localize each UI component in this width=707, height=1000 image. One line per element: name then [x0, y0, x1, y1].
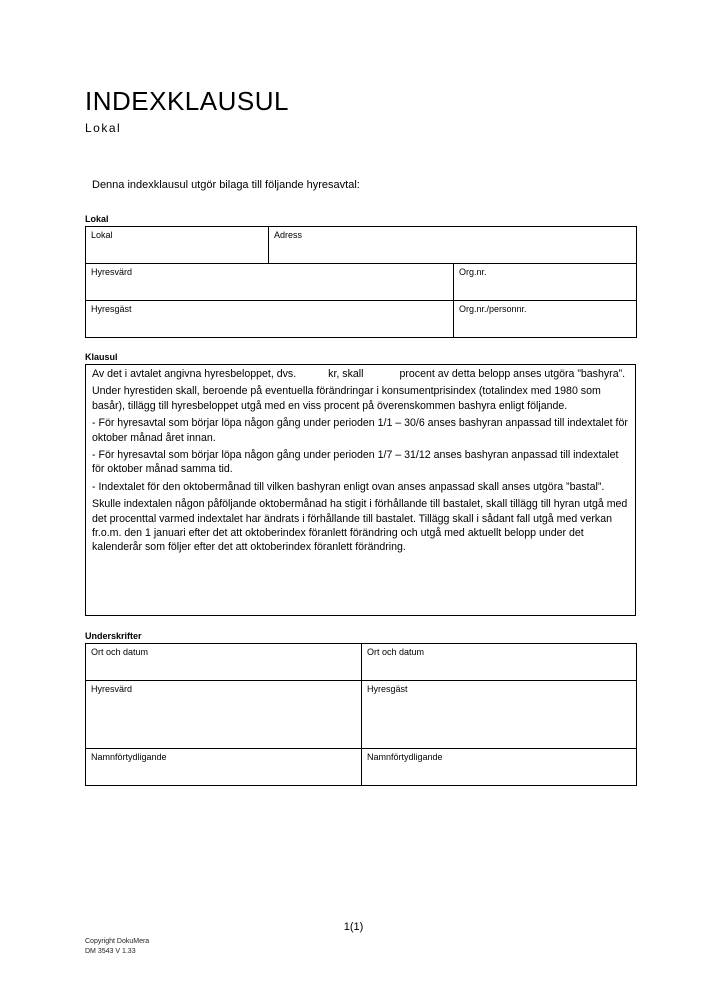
- clause-box: [85, 364, 636, 616]
- field-orgnr[interactable]: Org.nr.: [454, 264, 637, 301]
- footer: [85, 937, 149, 957]
- field-signature-hyresgast[interactable]: Hyresgäst: [362, 681, 637, 749]
- intro-text: Denna indexklausul utgör bilaga till följande hyresavtal:: [92, 179, 360, 191]
- field-namnfortydligande-hyresvard[interactable]: Namnförtydligande: [86, 749, 362, 786]
- page-number: 1(1): [343, 921, 364, 933]
- clause-text: Av det i avtalet angivna hyresbeloppet, dvs.: [92, 368, 297, 380]
- field-adress[interactable]: Adress: [269, 227, 637, 264]
- document-title: INDEXKLAUSUL: [85, 86, 289, 116]
- clause-paragraph-4: - För hyresavtal som börjar löpa någon gång under perioden 1/7 – 31/12 anses bashyran anpassad till indextalet för oktober månad samma tid.: [92, 449, 619, 476]
- footer-version: DM 3543 V 1.33: [85, 948, 136, 955]
- section-label-lokal: Lokal: [85, 214, 109, 224]
- clause-paragraph-1: [92, 367, 629, 381]
- field-hyresgast[interactable]: Hyresgäst: [86, 301, 454, 338]
- field-lokal[interactable]: Lokal: [86, 227, 269, 264]
- field-hyresvard[interactable]: Hyresvärd: [86, 264, 454, 301]
- footer-copyright: Copyright DokuMera: [85, 938, 150, 945]
- field-ort-datum-hyresgast[interactable]: Ort och datum: [362, 644, 637, 681]
- section-label-underskrifter: Underskrifter: [85, 631, 142, 641]
- clause-paragraph-3: - För hyresavtal som börjar löpa någon gång under perioden 1/1 – 30/6 anses bashyran anpassad till indextalet för oktober månad året innan.: [92, 417, 628, 444]
- lokal-table: [85, 226, 637, 338]
- section-label-klausul: Klausul: [85, 352, 118, 362]
- signature-table: [85, 643, 637, 786]
- field-namnfortydligande-hyresgast[interactable]: Namnförtydligande: [362, 749, 637, 786]
- clause-paragraph-5: - Indextalet för den oktobermånad till vilken bashyran enligt ovan anses anpassad skall anses utgöra ”bastal”.: [92, 480, 605, 493]
- document-subtitle: Lokal: [85, 121, 122, 135]
- clause-paragraph-2: Under hyrestiden skall, beroende på eventuella förändringar i konsumentprisindex (totalindex med 1980 som basår), tillägg till hyresbeloppet utgå med en viss procent på överenskommen bashyra enligt följande.: [92, 385, 601, 412]
- field-signature-hyresvard[interactable]: Hyresvärd: [86, 681, 362, 749]
- field-orgnr-personnr[interactable]: Org.nr./personnr.: [454, 301, 637, 338]
- field-ort-datum-hyresvard[interactable]: Ort och datum: [86, 644, 362, 681]
- clause-text: procent av detta belopp anses utgöra ”bashyra”.: [399, 368, 626, 380]
- clause-text: kr, skall: [328, 368, 364, 380]
- clause-paragraph-6: Skulle indextalen någon påföljande oktobermånad ha stigit i förhållande till bastalet, skall tillägg till hyran utgå med det procenttal varmed indextalet har ändrats i förhållande till bastalet. Tillägg skall i sådant fall utgå med verkan fr.o.m. den 1 januari efter det att oktoberindex föranlett förändring och utgå med aktuellt belopp under det kalenderår som följer efter det att oktoberindex föranlett förändring.: [92, 498, 628, 554]
